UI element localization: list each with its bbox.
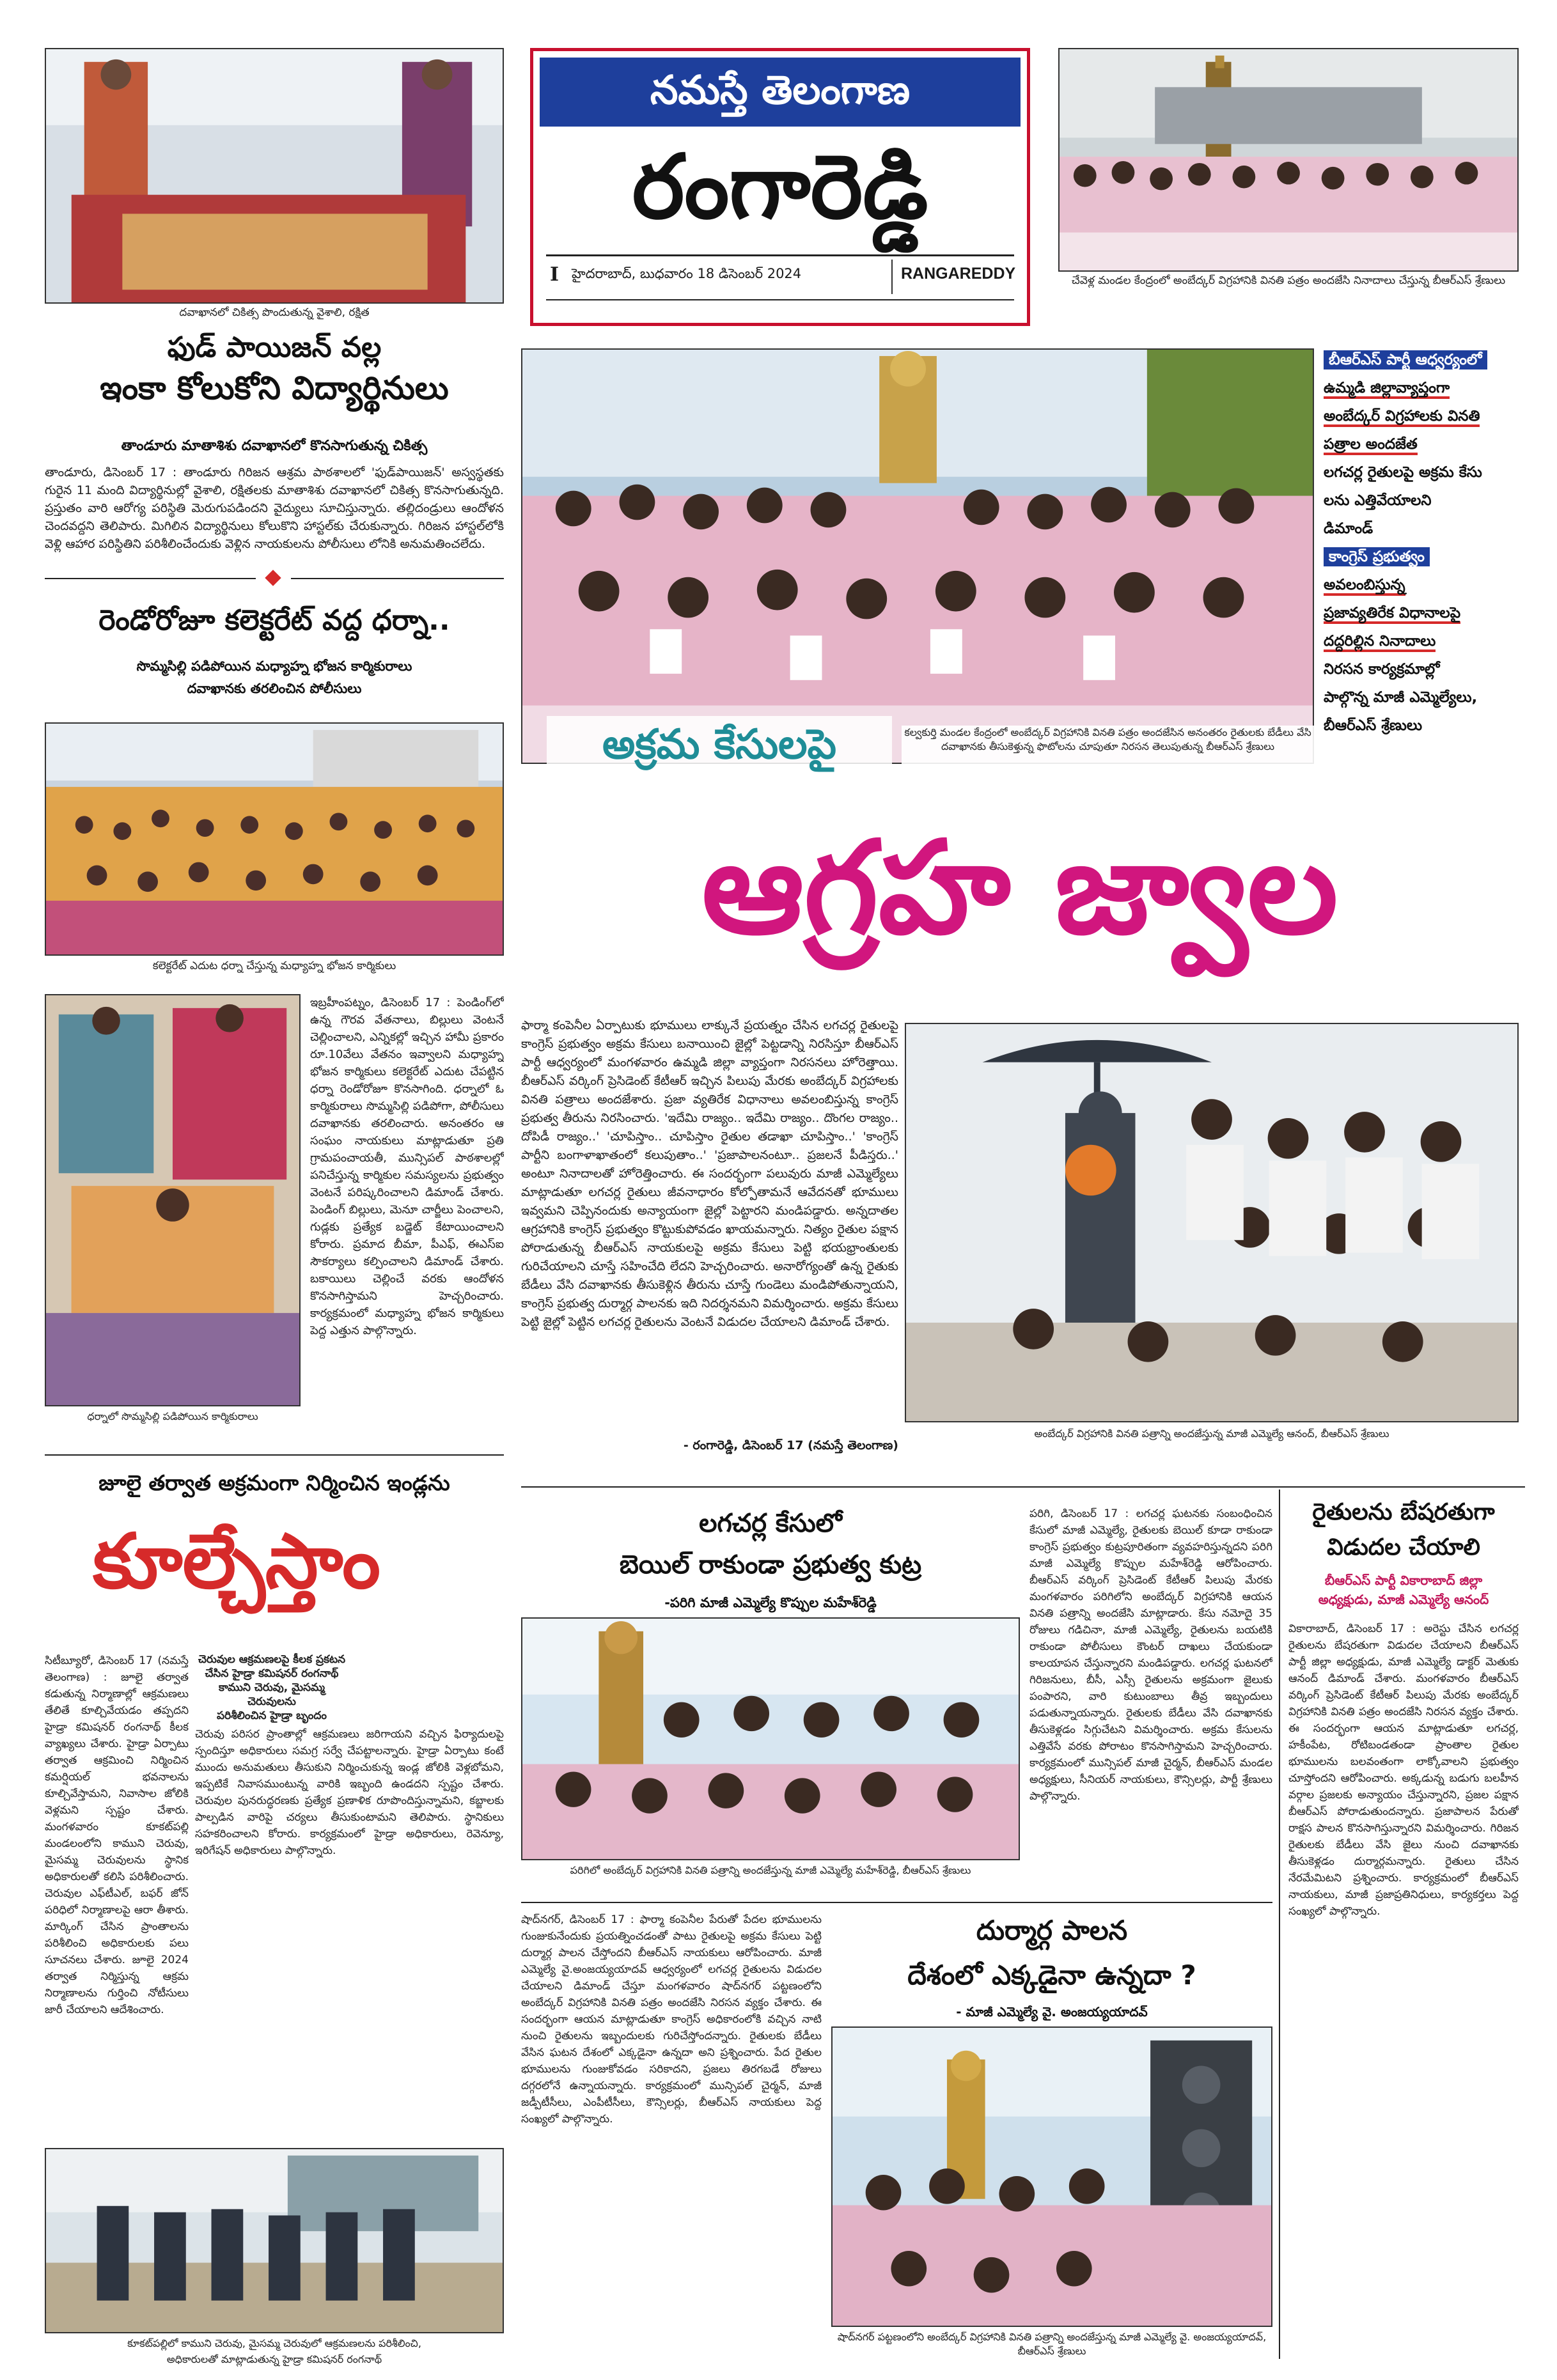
farmers-byline-1: బీఆర్ఎస్ పార్టీ వికారాబాద్ జిల్లా bbox=[1324, 1573, 1483, 1588]
side-line: దద్దరిల్లిన నినాదాలు bbox=[1324, 630, 1519, 653]
evil-rule-headline-1: దుర్మార్గ పాలన bbox=[976, 1915, 1128, 1946]
farmers-byline-2: అధ్యక్షుడు, మాజీ ఎమ్మెల్యే ఆనంద్ bbox=[1318, 1592, 1489, 1607]
lead-headline: ఆగ్రహ జ్వాల bbox=[701, 814, 1338, 963]
demolition-sidebar-line: కాముని చెరువు, మైసమ్మ చెరువులను bbox=[218, 1681, 325, 1708]
ambedkar-statue-photo bbox=[905, 1023, 1519, 1422]
masthead-divider bbox=[891, 260, 893, 294]
lead-photo-caption-1: కల్వకుర్తి మండల కేంద్రంలో అంబేద్కర్ విగ్రహానికి వినతి పత్రం అందజేసిన అనంతరం రైతులకు బేడీలు వేసి దవాఖానకు తీసుకెళ్తున్న ఫొటోలను చూపుతూ నిరసన తెలుపుతున్న బీఆర్ఎస్ శ్రేణులు bbox=[902, 726, 1314, 774]
farmers-body: వికారాబాద్, డిసెంబర్ 17 : అరెస్టు చేసిన లగచర్ల రైతులను బేషరతుగా విడుదల చేయాలని బీఆర్ఎస్ పార్టీ జిల్లా అధ్యక్షుడు, మాజీ ఎమ్మెల్యే డాక్టర్ మెతుకు ఆనంద్ డిమాండ్ చేశారు. మంగళవారం బీఆర్ఎస్ వర్కింగ్ ప్రెసిడెంట్ కేటీఆర్ పిలుపు మేరకు అంబేద్కర్ విగ్రహానికి వినతి పత్రం అందజేసి నిరసన వ్యక్తం చేశారు. ఈ సందర్భంగా ఆయన మాట్లాడుతూ లగచర్ల, హకీంపేట, రోటిబండతండా ప్రాంతాల రైతుల భూములను బలవంతంగా లాక్కోవాలని ప్రభుత్వం చూస్తోందని ఆరోపించారు. అక్కడున్న బడుగు బలహీన వర్గాల ప్రజలకు అన్యాయం చేస్తున్నారని, ప్రజల పక్షాన బీఆర్ఎస్ పోరాడుతుందన్నారు. ప్రజాపాలన పేరుతో రాక్షస పాలన కొనసాగిస్తున్నారని విమర్శించారు. గిరిజన రైతులకు బేడీలు వేసి జైలు నుంచి దవాఖానకు తీసుకెళ్లడం దుర్మార్గమన్నారు. రైతులు చేసిన నేరమేమిటని ప్రశ్నించారు. కార్యక్రమంలో బీఆర్ఎస్ నాయకులు, మాజీ ప్రజాప్రతినిధులు, కార్యకర్తలు పెద్ద సంఖ్యలో పాల్గొన్నారు. bbox=[1288, 1622, 1519, 1918]
masthead bbox=[530, 48, 1030, 326]
hospital-headline-1: ఫుడ్ పాయిజన్ వల్ల bbox=[167, 331, 382, 364]
side-line: బీఆర్ఎస్ శ్రేణులు bbox=[1324, 717, 1423, 734]
section-divider-right bbox=[291, 578, 504, 579]
edition-en: RANGAREDDY bbox=[901, 265, 1016, 283]
masthead-bottom-rule bbox=[546, 299, 1014, 300]
edition-name: రంగారెడ్డి bbox=[632, 136, 928, 238]
side-line: బీఆర్ఎస్ పార్టీ ఆధ్వర్యంలో bbox=[1324, 348, 1519, 371]
farmers-headline-2: విడుదల చేయాలి bbox=[1327, 1534, 1480, 1560]
hydra-photo-caption-1: కూకట్‌పల్లిలో కాముని చెరువు, మైసమ్మ చెరువులో ఆక్రమణలను పరిశీలించి, bbox=[127, 2337, 421, 2349]
side-line: అవలంబిస్తున్న bbox=[1324, 573, 1519, 596]
demolition-sidebar bbox=[195, 1653, 348, 1723]
dharna-subhead-2: దవాఖానకు తరలించిన పోలీసులు bbox=[187, 681, 362, 696]
collectorate-dharna-photo bbox=[45, 722, 504, 956]
masthead-brand-bar bbox=[540, 58, 1021, 127]
pharma-top-rule bbox=[521, 1902, 1272, 1903]
masthead-rule bbox=[546, 254, 1014, 256]
demolition-sidebar-line: పరిశీలించిన హైడ్రా బృందం bbox=[217, 1709, 327, 1722]
demolition-headline: కూల్చేస్తాం bbox=[93, 1517, 380, 1605]
demolition-body-2: చెరువు పరిసర ప్రాంతాల్లో ఆక్రమణలు జరిగాయని వచ్చిన ఫిర్యాదులపై స్పందిస్తూ అధికారులు సమగ్ర సర్వే చేపట్టాలన్నారు. హైడ్రా ఏర్పాటు కంటే ముందు అనుమతులు తీసుకుని నిర్మించుకున్న ఇండ్ల జోలికి వెళ్లబోమని, ఇప్పటికే నివాసముంటున్న వారికి ఇబ్బంది ఉండదని స్పష్టం చేశారు. చెరువుల పునరుద్ధరణకు ప్రత్యేక ప్రణాళిక రూపొందిస్తున్నామని, కబ్జాలకు పాల్పడిన వారిపై చర్యలు తీసుకుంటామని తెలిపారు. స్థానికులు సహకరించాలని కోరారు. కార్యక్రమంలో హైడ్రా అధికారులు, రెవెన్యూ, ఇరిగేషన్ అధికారులు పాల్గొన్నారు. bbox=[195, 1728, 504, 1857]
side-line: ఉమ్మడి జిల్లావ్యాప్తంగా bbox=[1324, 377, 1519, 400]
lead-body: ఫార్మా కంపెనీల ఏర్పాటుకు భూములు లాక్కునే ప్రయత్నం చేసిన లగచర్ల రైతులపై కాంగ్రెస్ ప్రభుత్వం అక్రమ కేసులు బనాయించి జైల్లో పెట్టడాన్ని నిరసిస్తూ బీఆర్ఎస్ పార్టీ ఆధ్వర్యంలో మంగళవారం ఉమ్మడి జిల్లా వ్యాప్తంగా నిరసనలు హోరెత్తాయి. బీఆర్ఎస్ వర్కింగ్ ప్రెసిడెంట్ కేటీఆర్ ఇచ్చిన పిలుపు మేరకు అంబేద్కర్ విగ్రహాలకు వినతి పత్రాలు అందజేశారు. ప్రజా వ్యతిరేక విధానాలు అవలంబిస్తున్న కాంగ్రెస్ ప్రభుత్వ తీరును నిరసించారు. 'ఇదేమి రాజ్యం.. ఇదేమి రాజ్యం.. దొంగల రాజ్యం.. దోపిడీ రాజ్యం..' 'చూపిస్తాం.. చూపిస్తాం రైతుల తడాఖా చూపిస్తాం..' 'కాంగ్రెస్ పార్టీని బంగాళాఖాతంలో కలుపుతాం..' 'ప్రజాపాలనంటూ.. ప్రజలనే పీడిస్తరు..' అంటూ నినాదాలతో హోరెత్తించారు. ఈ సందర్భంగా పలువురు మాజీ ఎమ్మెల్యేలు మాట్లాడుతూ లగచర్ల రైతులు జీవనాధారం కోల్పోతామనే ఆవేదనతో భూములు ఇవ్వమని చెప్పినందుకు అన్యాయంగా జైల్లో పెట్టారని మండిపడ్డారు. అన్నదాతల ఆగ్రహానికి కాంగ్రెస్ ప్రభుత్వం కొట్టుకుపోవడం ఖాయమన్నారు. నిత్యం రైతుల పక్షాన పోరాడుతున్న బీఆర్ఎస్ నాయకులపై అక్రమ కేసులు పెట్టి భయభ్రాంతులకు గురిచేయాలని చూస్తే సహించేది లేదని హెచ్చరించారు. అనారోగ్యంతో ఉన్న రైతుకు బేడీలు వేసి దవాఖానకు తీసుకెళ్లిన తీరును చూస్తే గుండెలు మండిపోతున్నాయని, కాంగ్రెస్ ప్రభుత్వ దుర్మార్గ పాలనకు ఇది నిదర్శనమని విమర్శించారు. అక్రమ కేసులు పెట్టి జైల్లో పెట్టిన లగచర్ల రైతులను వెంటనే విడుదల చేయాలని డిమాండ్ చేశారు. bbox=[521, 1018, 898, 1329]
parigi-protest-photo bbox=[521, 1617, 1020, 1860]
lead-photo-caption-2: అంబేద్కర్ విగ్రహానికి వినతి పత్రాన్ని అందజేస్తున్న మాజీ ఎమ్మెల్యే ఆనంద్, బీఆర్ఎస్ శ్రేణులు bbox=[1034, 1427, 1389, 1440]
side-line: పత్రాల అందజేత bbox=[1324, 433, 1519, 456]
hospital-photo-caption: దవాఖానలో చికిత్స పొందుతున్న వైశాలి, రక్షిత bbox=[179, 306, 370, 319]
evil-rule-byline: - మాజీ ఎమ్మెల్యే వై. అంజయ్యయాదవ్ bbox=[956, 2004, 1148, 2019]
hospital-students-photo bbox=[45, 48, 504, 304]
bail-headline-2: బెయిల్ రాకుండా ప్రభుత్వ కుట్ర bbox=[619, 1550, 922, 1580]
side-line: పాల్గొన్న మాజీ ఎమ్మెల్యేలు, bbox=[1324, 689, 1478, 706]
side-line: డిమాండ్ bbox=[1324, 520, 1373, 537]
bail-body: పరిగి, డిసెంబర్ 17 : లగచర్ల ఘటనకు సంబంధించిన కేసులో మాజీ ఎమ్మెల్యే, రైతులకు బెయిల్ కూడా రాకుండా కాంగ్రెస్ ప్రభుత్వం కుట్రపూరితంగా వ్యవహరిస్తున్నదని పరిగి మాజీ ఎమ్మెల్యే కొప్పుల మహేశ్‌రెడ్డి ఆరోపించారు. బీఆర్ఎస్ వర్కింగ్ ప్రెసిడెంట్ కేటీఆర్ పిలుపు మేరకు మంగళవారం పరిగిలోని అంబేద్కర్ విగ్రహానికి ఆయన వినతి పత్రాన్ని అందజేసి మాట్లాడారు. కేసు నమోదై 35 రోజులు గడిచినా, మాజీ ఎమ్మెల్యే, రైతులను బయటికి రాకుండా పోలీసులు కౌంటర్ దాఖలు చేయకుండా కాలయాపన చేస్తున్నారని మండిపడ్డారు. లగచర్ల ఘటనలో గిరిజనులు, బీసీ, ఎస్సీ రైతులను అక్రమంగా జైలుకు పంపారని, వారి కుటుంబాలు తీవ్ర ఇబ్బందులు పడుతున్నాయన్నారు. రైతులకు బేడీలు వేసి దవాఖానకు తీసుకెళ్లడం సిగ్గుచేటని విమర్శించారు. అక్రమ కేసులను ఎత్తివేసే వరకు పోరాటం కొనసాగిస్తామని హెచ్చరించారు. కార్యక్రమంలో మున్సిపల్ మాజీ చైర్మన్, బీఆర్ఎస్ మండల అధ్యక్షులు, సీనియర్ నాయకులు, కౌన్సిలర్లు, పార్టీ శ్రేణులు పాల్గొన్నారు. bbox=[1029, 1507, 1272, 1803]
dharna-body: ఇబ్రహీంపట్నం, డిసెంబర్ 17 : పెండింగ్‌లో ఉన్న గౌరవ వేతనాలు, బిల్లులు వెంటనే చెల్లించాలని, ఎన్నికల్లో ఇచ్చిన హామీ ప్రకారం రూ.10వేలు వేతనం ఇవ్వాలని మధ్యాహ్న భోజన కార్మికులు కలెక్టరేట్ ఎదుట చేపట్టిన ధర్నా రెండోరోజూ కొనసాగింది. ధర్నాలో ఓ కార్మికురాలు సొమ్మసిల్లి పడిపోగా, పోలీసులు దవాఖానకు తరలించారు. అనంతరం ఆ సంఘం నాయకులు మాట్లాడుతూ ప్రతి గ్రామపంచాయతీ, మున్సిపల్ పాఠశాలల్లో పనిచేస్తున్న కార్మికుల సమస్యలను ప్రభుత్వం వెంటనే పరిష్కరించాలని డిమాండ్ చేశారు. పెండింగ్ బిల్లులు, మెనూ చార్జీలు పెంచాలని, గుడ్లకు ప్రత్యేక బడ్జెట్ కేటాయించాలని కోరారు. ప్రమాద బీమా, పీఎఫ్, ఈఎస్ఐ సౌకర్యాలు కల్పించాలని డిమాండ్ చేశారు. బకాయిలు చెల్లించే వరకు ఆందోళన కొనసాగిస్తామని హెచ్చరించారు. కార్యక్రమంలో మధ్యాహ్న భోజన కార్మికులు పెద్ద ఎత్తున పాల్గొన్నారు. bbox=[310, 996, 504, 1337]
dateline: హైదరాబాద్, బుధవారం 18 డిసెంబర్ 2024 bbox=[572, 266, 802, 281]
lead-kicker: అక్రమ కేసులపై bbox=[547, 716, 892, 774]
edition-marker: I bbox=[550, 263, 559, 286]
hospital-subhead: తాండూరు మాతాశిశు దవాఖానలో కొనసాగుతున్న చికిత్స bbox=[121, 438, 428, 454]
side-line: లను ఎత్తివేయాలని bbox=[1324, 492, 1432, 509]
section-divider-left bbox=[45, 578, 256, 579]
shadnagar-protest-photo bbox=[831, 2026, 1272, 2327]
hydra-photo-caption-2: అధికారులతో మాట్లాడుతున్న హైడ్రా కమిషనర్ రంగనాథ్ bbox=[166, 2353, 382, 2365]
chevella-photo-caption: చేవెళ్ల మండల కేంద్రంలో అంబేద్కర్ విగ్రహానికి వినతి పత్రం అందజేసి నినాదాలు చేస్తున్న బీఆర్ఎస్ శ్రేణులు bbox=[1071, 274, 1506, 287]
dharna-headline: రెండోరోజూ కలెక్టరేట్ వద్ద ధర్నా.. bbox=[98, 604, 450, 637]
hydra-inspection-photo bbox=[45, 2148, 504, 2333]
dharna-photo-caption: కలెక్టరేట్ ఎదుట ధర్నా చేస్తున్న మధ్యాహ్న భోజన కార్మికులు bbox=[152, 960, 396, 972]
shadnagar-photo-caption: షాద్‌నగర్ పట్టణంలోని అంబేద్కర్ విగ్రహానికి వినతి పత్రాన్ని అందజేస్తున్న మాజీ ఎమ్మెల్యే వై. అంజయ్యయాదవ్, బీఆర్ఎస్ శ్రేణులు bbox=[837, 2331, 1267, 2357]
side-line: లగచర్ల రైతులపై అక్రమ కేసు bbox=[1324, 464, 1482, 481]
bail-byline: -పరిగి మాజీ ఎమ్మెల్యే కొప్పుల మహేశ్‌రెడ్డి bbox=[664, 1595, 877, 1610]
side-line: అంబేద్కర్ విగ్రహాలకు వినతి bbox=[1324, 405, 1519, 428]
side-line: నిరసన కార్యక్రమాల్లో bbox=[1324, 661, 1440, 678]
pharma-body: షాద్‌నగర్, డిసెంబర్ 17 : ఫార్మా కంపెనీల పేరుతో పేదల భూములను గుంజుకునేందుకు ప్రయత్నించడంతో పాటు రైతులపై అక్రమ కేసులు పెట్టి దుర్మార్గ పాలన చేస్తోందని బీఆర్ఎస్ నాయకులు ఆరోపించారు. మాజీ ఎమ్మెల్యే వై.అంజయ్యయాదవ్ ఆధ్వర్యంలో లగచర్ల రైతులను విడుదల చేయాలని డిమాండ్ చేస్తూ మంగళవారం షాద్‌నగర్ పట్టణంలోని అంబేద్కర్ విగ్రహానికి వినతి పత్రం అందజేసి నిరసన వ్యక్తం చేశారు. ఈ సందర్భంగా ఆయన మాట్లాడుతూ కాంగ్రెస్ అధికారంలోకి వచ్చిన నాటి నుంచి రైతులను ఇబ్బందులకు గురిచేస్తోందన్నారు. రైతులకు బేడీలు వేసిన ఘటన దేశంలో ఎక్కడైనా ఉన్నదా అని ప్రశ్నించారు. పేద రైతుల భూములను గుంజుకోవడం సరికాదని, ప్రజలు తిరగబడే రోజులు దగ్గరలోనే ఉన్నాయన్నారు. కార్యక్రమంలో మున్సిపల్ చైర్మన్, మాజీ జడ్పీటీసీలు, ఎంపీటీసీలు, కౌన్సిలర్లు, బీఆర్ఎస్ నాయకులు పెద్ద సంఖ్యలో పాల్గొన్నారు. bbox=[521, 1913, 822, 2126]
brand-name: నమస్తే తెలంగాణ bbox=[650, 66, 911, 113]
demolition-top-rule bbox=[45, 1454, 504, 1456]
parigi-photo-caption: పరిగిలో అంబేద్కర్ విగ్రహానికి వినతి పత్రాన్ని అందజేస్తున్న మాజీ ఎమ్మెల్యే మహేశ్‌రెడ్డి, బీఆర్ఎస్ శ్రేణులు bbox=[570, 1864, 971, 1876]
side-line: కాంగ్రెస్ ప్రభుత్వం bbox=[1324, 545, 1519, 568]
chevella-protest-photo bbox=[1058, 48, 1519, 272]
evil-rule-headline-2: దేశంలో ఎక్కడైనా ఉన్నదా ? bbox=[907, 1959, 1196, 1991]
kalwakurthy-protest-photo bbox=[521, 348, 1314, 764]
demolition-kicker: జూలై తర్వాత అక్రమంగా నిర్మించిన ఇండ్లను bbox=[98, 1470, 450, 1495]
demolition-body-1: సిటీబ్యూరో, డిసెంబర్ 17 (నమస్తే తెలంగాణ) : జూలై తర్వాత కడుతున్న నిర్మాణాల్లో ఆక్రమణలు తేలితే కూల్చివేయడం తప్పదని హైడ్రా కమిషనర్ రంగనాథ్ కీలక వ్యాఖ్యలు చేశారు. హైడ్రా ఏర్పాటు తర్వాత ఆక్రమించి నిర్మించిన కమర్షియల్ భవనాలను కూల్చివేస్తామని, నివాసాల జోలికి వెళ్లమని స్పష్టం చేశారు. మంగళవారం కూకట్‌పల్లి మండలంలోని కాముని చెరువు, మైసమ్మ చెరువులను స్థానిక అధికారులతో కలిసి పరిశీలించారు. చెరువుల ఎఫ్‌టీఎల్, బఫర్ జోన్ పరిధిలో నిర్మాణాలపై ఆరా తీశారు. మార్కింగ్ చేసిన ప్రాంతాలను పరిశీలించి అధికారులకు పలు సూచనలు చేశారు. జూలై 2024 తర్వాత నిర్మిస్తున్న ఆక్రమ నిర్మాణాలను గుర్తించి నోటీసులు జారీ చేయాలని ఆదేశించారు. bbox=[45, 1654, 189, 2016]
hospital-body: తాండూరు, డిసెంబర్ 17 : తాండూరు గిరిజన ఆశ్రమ పాఠశాలలో 'ఫుడ్‌పాయిజన్‌' అస్వస్థతకు గురైన 11 మంది విద్యార్థినుల్లో వైశాలి, రక్షితలకు మాతాశిశు దవాఖానలో చికిత్స కొనసాగుతున్నది. ప్రస్తుతం వారి ఆరోగ్య పరిస్థితి మెరుగుపడిందని వైద్యులు సూచిస్తున్నారు. తల్లిదండ్రులు ఆందోళన చెందవద్దని తెలిపారు. మిగిలిన విద్యార్థినులు కోలుకొని హాస్టల్‌కు చేరుకున్నారు. గిరిజన హాస్టల్‌లోకి వెళ్లి ఆహార పరిస్థితిని పరిశీలించేందుకు వెళ్లిన నాయకులను పోలీసులు లోనికి అనుమతించలేదు. bbox=[45, 465, 504, 551]
farmers-left-rule bbox=[1279, 1489, 1280, 2359]
dharna-subhead-1: సొమ్మసిల్లి పడిపోయిన మధ్యాహ్న భోజన కార్మికురాలు bbox=[136, 658, 412, 674]
fainted-worker-photo bbox=[45, 994, 301, 1406]
fainted-photo-caption: ధర్నాలో సొమ్మసిల్లి పడిపోయిన కార్మికురాలు bbox=[87, 1410, 258, 1422]
bail-headline-1: లగచర్ల కేసులో bbox=[699, 1509, 842, 1538]
demolition-sidebar-line: చెరువుల ఆక్రమణలపై కీలక ప్రకటన bbox=[198, 1653, 346, 1666]
demolition-sidebar-line: చేసిన హైడ్రా కమిషనర్ రంగనాథ్ bbox=[205, 1667, 339, 1680]
side-line: ప్రజావ్యతిరేక విధానాలపై bbox=[1324, 602, 1519, 625]
lead-signoff: - రంగారెడ్డి, డిసెంబర్ 17 (నమస్తే తెలంగాణ) bbox=[683, 1438, 898, 1452]
hospital-headline-2: ఇంకా కోలుకోని విద్యార్థినులు bbox=[100, 369, 449, 407]
farmers-headline-1: రైతులను బేషరతుగా bbox=[1312, 1499, 1495, 1525]
divider-diamond bbox=[265, 570, 281, 586]
lead-side-panel bbox=[1324, 348, 1519, 742]
bail-top-rule bbox=[521, 1486, 1525, 1488]
